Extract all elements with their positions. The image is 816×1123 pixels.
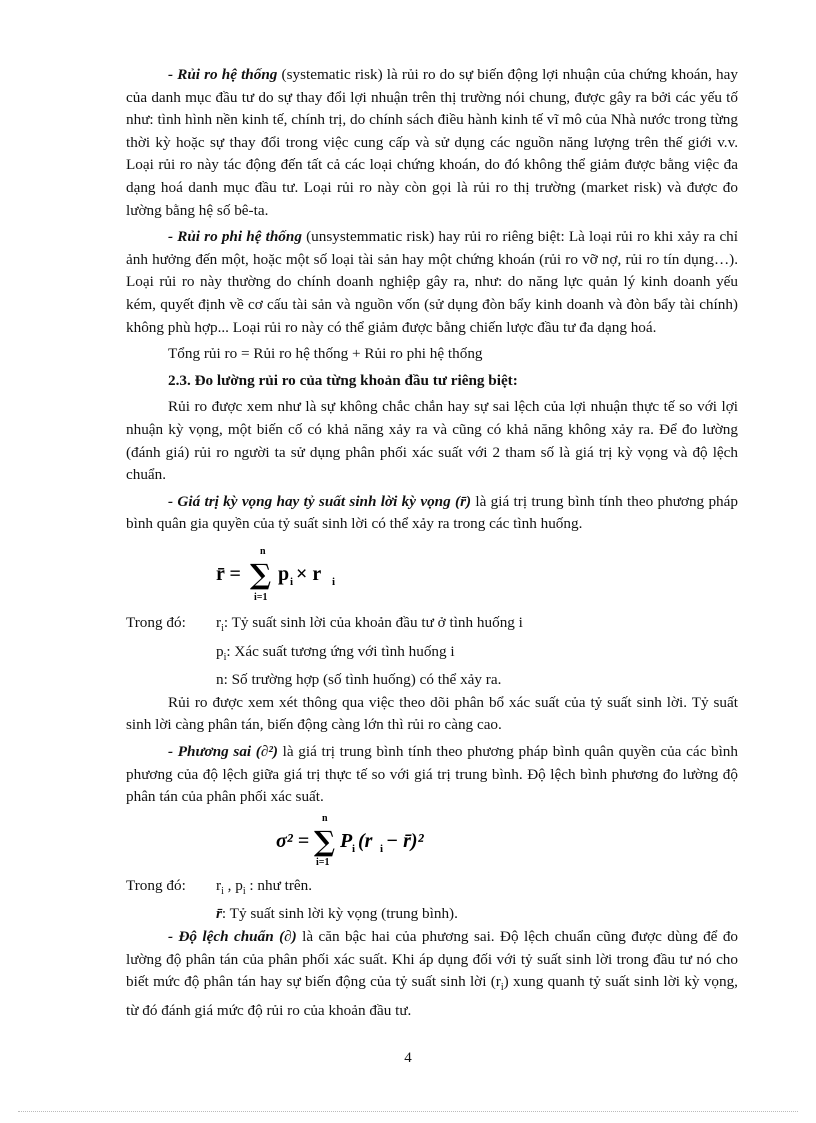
term-systematic-risk: - Rủi ro hệ thống — [168, 66, 278, 83]
document-page — [126, 64, 738, 1026]
formula2-p: P — [340, 829, 353, 852]
def-r-text: : Tỷ suất sinh lời của khoản đầu tư ở tình huống i — [223, 613, 523, 631]
formula1-sub2: i — [332, 575, 336, 588]
def-p — [216, 641, 738, 670]
page-border — [18, 1111, 798, 1112]
def2-row-2 — [126, 903, 738, 926]
total-risk-equation: Tổng rủi ro = Rủi ro hệ thống + Rủi ro phi hệ thống — [168, 345, 483, 363]
formula1-sigma: ∑ — [250, 557, 272, 591]
paragraph-expected-return — [126, 491, 738, 536]
sym-p-sub: i — [223, 651, 227, 663]
term-expected-return: - Giá trị kỳ vọng hay tỷ suất sinh lời kỳ vọng (r̄) — [168, 492, 472, 510]
text-variance: là giá trị trung bình tính theo phương pháp bình quân quyền của các bình phương của độ lệch giữa giá trị thực tế so với giá trị trung bình. Độ lệch bình phương đo lường độ phân tán của phân phối xác suất. — [126, 742, 738, 806]
sym2-rbar: r̄ — [216, 905, 222, 923]
paragraph-risk-definition: Rủi ro được xem như là sự không chắc chắn hay sự sai lệch của lợi nhuận thực tế so với lợi nhuận kỳ vọng, một biến cố có khả năng xảy ra và cũng có khả năng không xảy ra. Để đo lường (đánh giá) rủi ro người ta sử dụng phân phối xác suất với 2 tham số là giá trị kỳ vọng và độ lệch chuẩn. — [126, 398, 738, 484]
def2-rbar — [216, 903, 738, 926]
formula1-bottom: i=1 — [254, 591, 268, 603]
def2-row-1 — [126, 875, 738, 904]
expected-return-formula — [216, 545, 738, 603]
where-label-1: Trong đó: — [126, 613, 186, 631]
def2-rbar-text: : Tỷ suất sinh lời kỳ vọng (trung bình). — [221, 905, 458, 923]
sym2-r-sub: i — [221, 885, 224, 897]
section-heading: 2.3. Đo lường rủi ro của từng khoản đầu tư riêng biệt: — [168, 371, 518, 389]
where-label-2: Trong đó: — [126, 876, 186, 894]
formula2-top: n — [322, 812, 328, 824]
formula1-top: n — [260, 545, 266, 557]
def-row-2 — [126, 641, 738, 670]
sym2-r: r — [216, 876, 222, 894]
def-r — [216, 612, 738, 641]
formula-expected-return-svg — [216, 545, 396, 603]
def-n: n: Số trường hợp (số tình huống) có thể xảy ra. — [216, 671, 502, 689]
definitions-list-2 — [126, 875, 738, 926]
text-std-dev-sub: i — [500, 982, 504, 994]
formula-variance-svg — [276, 812, 476, 868]
text-expected-return: là giá trị trung bình tính theo phương pháp bình quân gia quyền của tỷ suất sinh lời có thể xảy ra trong các tình huống. — [126, 492, 738, 533]
variance-formula — [276, 812, 738, 868]
formula2-sigma: ∑ — [314, 824, 336, 858]
def2-rp-text: : như trên. — [245, 876, 313, 894]
formula2-sub: i — [352, 842, 356, 855]
def2-rp — [216, 875, 738, 904]
formula1-lhs: r̄ = — [216, 562, 241, 585]
term-unsystematic-risk: - Rủi ro phi hệ thống — [168, 228, 302, 246]
term-std-dev: - Độ lệch chuẩn (∂) — [168, 927, 297, 945]
formula2-bottom: i=1 — [316, 856, 330, 868]
sym-p: p — [216, 642, 224, 660]
paragraph-variance — [126, 741, 738, 809]
def-row-3 — [126, 669, 738, 692]
paragraph-std-dev — [126, 926, 738, 1022]
formula1-times: × r — [296, 562, 322, 585]
formula2-sub2: i — [380, 842, 384, 855]
text-std-dev-2: ) xung quanh tỷ suất sinh lời kỳ vọng, từ đó đánh giá mức độ rủi ro của khoản đầu tư. — [126, 973, 738, 1019]
sym-r-sub: i — [221, 622, 224, 634]
spacer — [126, 903, 216, 926]
spacer — [126, 669, 216, 692]
formula1-p: p — [278, 562, 290, 585]
text-unsystematic-risk: (unsystemmatic risk) hay rủi ro riêng biệt: Là loại rủi ro khi xảy ra chỉ ảnh hưởng đến một, hoặc một số loại tài sản hay một chứng khoán (rủi ro vỡ nợ, rủi ro tín dụng…). Loại rủi ro này thường do chính doanh nghiệp gây ra, như: do năng lực quản lý kinh doanh yếu kém, quyết định về cơ cấu tài sản và nguồn vốn (sử dụng đòn bẩy kinh doanh và đòn bẩy tài chính) không phù hợp... Loại rủi ro này có thể giảm được bằng chiến lược đầu tư đa dạng hoá. — [126, 228, 738, 336]
spacer — [126, 641, 216, 670]
def-p-text: : Xác suất tương ứng với tình huống i — [226, 642, 455, 660]
definitions-list-1 — [126, 612, 738, 692]
formula1-sub: i — [290, 575, 294, 588]
sym-r: r — [216, 613, 222, 631]
text-std-dev: là căn bậc hai của phương sai. Độ lệch chuẩn cũng được dùng để đo lường độ phân tán của phân phối xác suất. Khi áp dụng đối với tỷ suất sinh lời trong đầu tư nó cho biết mức độ phân tán hay sự biến động của tỷ suất sinh lời (r — [126, 927, 739, 991]
sym2-p-sub: i — [242, 885, 246, 897]
paragraph-systematic-risk — [126, 64, 738, 222]
term-variance: - Phương sai (∂²) — [168, 742, 278, 760]
formula2-tail: (r — [358, 829, 373, 852]
def-row-1 — [126, 612, 738, 641]
formula2-tail2: − r̄)² — [386, 829, 424, 852]
text-systematic-risk: (systematic risk) là rủi ro do sự biến động lợi nhuận của chứng khoán, hay của danh mục đầu tư do sự thay đổi lợi nhuận trên thị trường nói chung, được gây ra bởi các yếu tố như: tình hình nền kinh tế, chính trị, do chính sách điều hành kinh tế vĩ mô của Nhà nước trong từng thời kỳ hoặc sự thay đổi trong việc cung cấp và sử dụng các nguồn năng lượng trên thế giới v.v. Loại rủi ro này tác động đến tất cả các loại chứng khoán, do đó không thể giảm được bằng việc đa dạng hoá danh mục đầu tư. Loại rủi ro này còn gọi là rủi ro thị trường (market risk) và được đo lường bằng hệ số bê-ta. — [126, 66, 738, 219]
paragraph-distribution: Rủi ro được xem xét thông qua việc theo dõi phân bổ xác suất của tỷ suất sinh lời. Tỷ suất sinh lời càng phân tán, biến động càng lớn thì rủi ro càng cao. — [126, 693, 738, 734]
page-number: 4 — [404, 1050, 412, 1066]
sym2-p: , p — [223, 876, 243, 894]
paragraph-unsystematic-risk — [126, 226, 738, 339]
formula2-lhs: σ² = — [276, 829, 310, 852]
